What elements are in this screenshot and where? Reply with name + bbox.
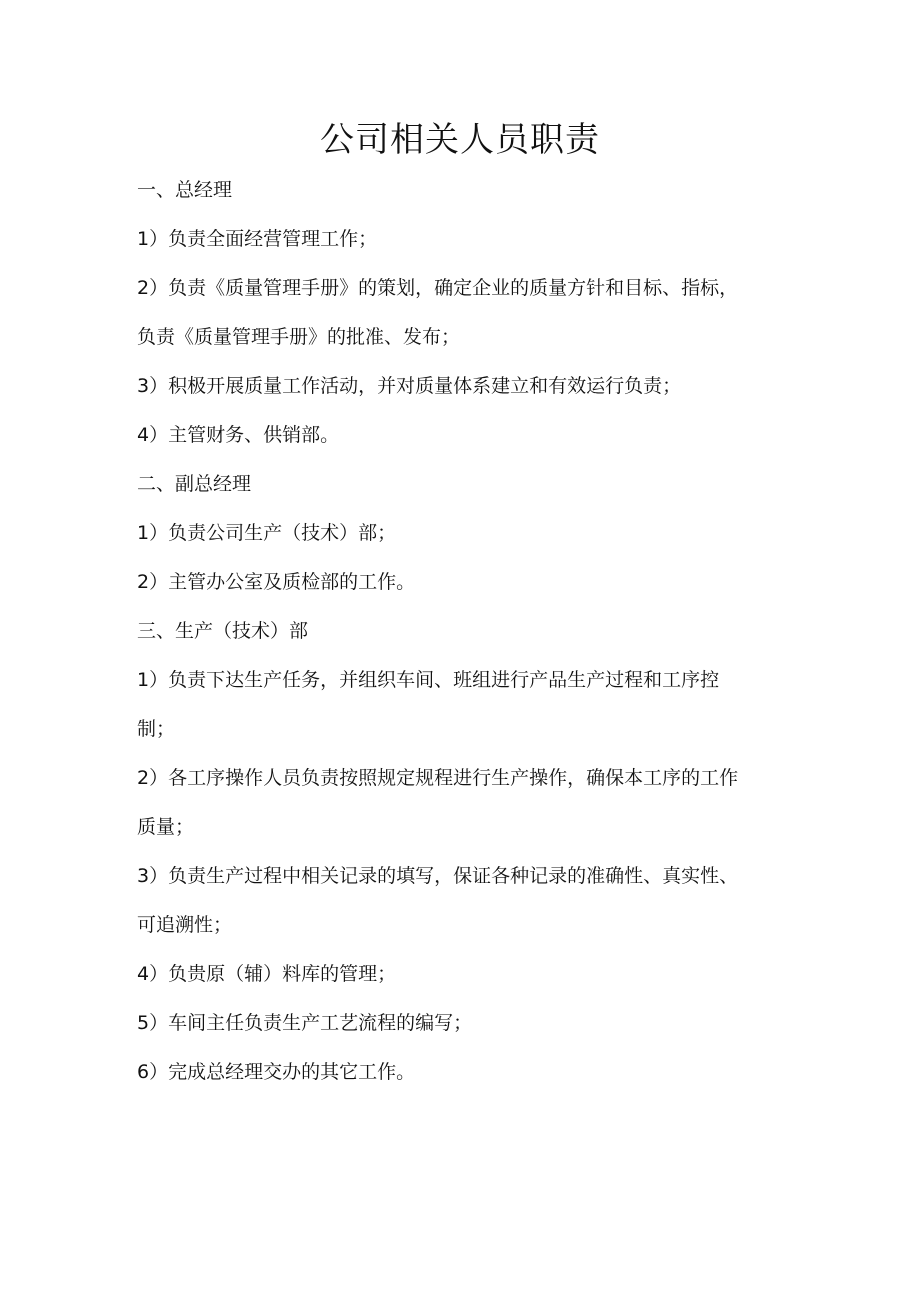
list-item: 3）积极开展质量工作活动，并对质量体系建立和有效运行负责； <box>137 375 682 397</box>
list-item-line: 3）负责生产过程中相关记录的填写，保证各种记录的准确性、真实性、 <box>137 865 739 887</box>
list-item <box>137 660 797 758</box>
list-item-line: 1）负责下达生产任务，并组织车间、班组进行产品生产过程和工序控 <box>137 669 720 691</box>
list-item: 1）负责公司生产（技术）部； <box>137 522 397 544</box>
list-item-line: 制； <box>137 718 176 740</box>
list-item-line: 质量； <box>137 816 195 838</box>
section-production-technology <box>137 611 797 1101</box>
section-deputy-general-manager <box>137 464 797 611</box>
section-general-manager <box>137 170 797 464</box>
list-item: 5）车间主任负责生产工艺流程的编写； <box>137 1012 473 1034</box>
list-item <box>137 758 797 856</box>
list-item: 6）完成总经理交办的其它工作。 <box>137 1061 416 1083</box>
list-item: 1）负责全面经营管理工作； <box>137 228 378 250</box>
list-item: 2）主管办公室及质检部的工作。 <box>137 571 416 593</box>
section-heading: 二、副总经理 <box>137 473 252 495</box>
list-item <box>137 268 797 366</box>
section-heading: 一、总经理 <box>137 179 233 201</box>
list-item-line: 负责《质量管理手册》的批准、发布； <box>137 326 461 348</box>
list-item-line: 2）各工序操作人员负责按照规定规程进行生产操作，确保本工序的工作 <box>137 767 739 789</box>
list-item-line: 可追溯性； <box>137 914 233 936</box>
document-body <box>137 170 797 1101</box>
list-item <box>137 856 797 954</box>
section-heading: 三、生产（技术）部 <box>137 620 309 642</box>
list-item: 4）主管财务、供销部。 <box>137 424 340 446</box>
list-item-line: 2）负责《质量管理手册》的策划，确定企业的质量方针和目标、指标， <box>137 277 739 299</box>
page-title: 公司相关人员职责 <box>320 120 600 160</box>
list-item: 4）负贵原（辅）料库的管理； <box>137 963 397 985</box>
